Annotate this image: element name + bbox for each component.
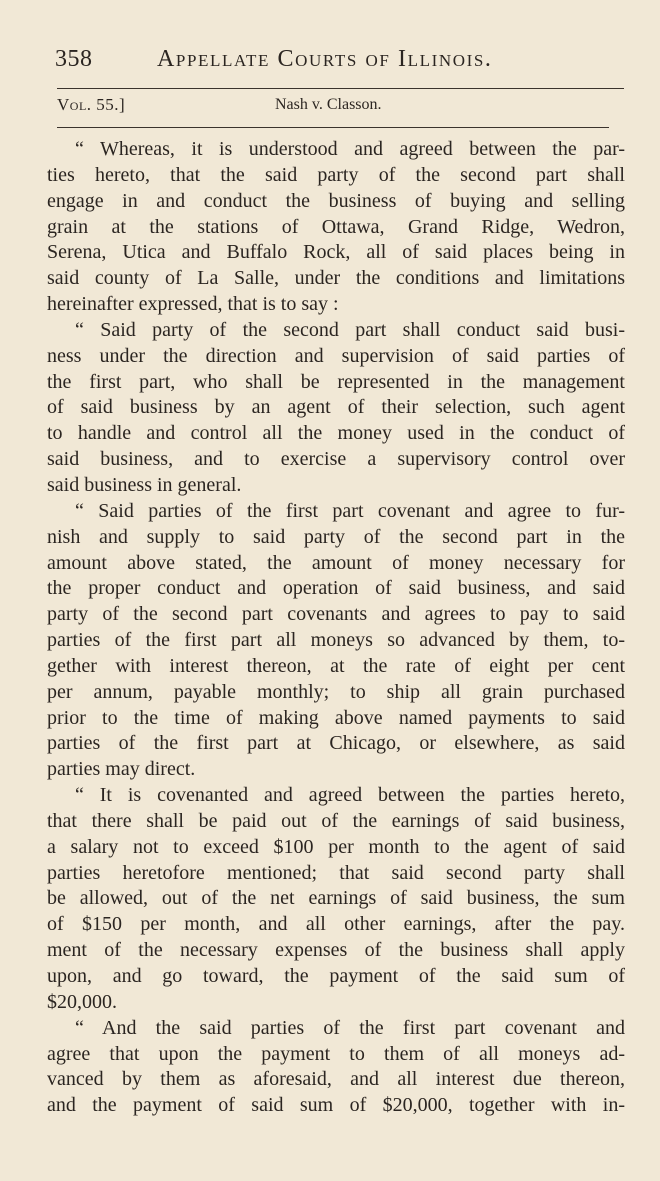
text-line: amount above stated, the amount of money necessary for xyxy=(47,551,625,574)
case-header xyxy=(57,95,617,121)
running-head xyxy=(55,46,615,80)
text-line: gether with interest thereon, at the rate of eight per cent xyxy=(47,654,625,677)
text-line: party of the second part covenants and agrees to pay to said xyxy=(47,603,625,626)
page-number: 358 xyxy=(55,46,93,72)
text-line: be allowed, out of the net earnings of said business, the sum xyxy=(47,887,625,910)
text-line: parties of the first part at Chicago, or elsewhere, as said xyxy=(47,732,625,755)
text-line: ties hereto, that the said party of the second part shall xyxy=(47,163,625,186)
header-rule-bottom xyxy=(57,127,609,128)
body-text xyxy=(47,137,625,1119)
text-line: agree that upon the payment to them of all moneys ad- xyxy=(47,1042,625,1065)
text-line: ness under the direction and supervision of said parties of xyxy=(47,344,625,367)
text-line: “ And the said parties of the first part covenant and xyxy=(75,1016,625,1039)
text-line: nish and supply to said party of the second part in the xyxy=(47,525,625,548)
text-line: parties of the first part all moneys so advanced by them, to- xyxy=(47,629,625,652)
text-line: said county of La Salle, under the conditions and limitations xyxy=(47,267,625,290)
text-line: that there shall be paid out of the earnings of said business, xyxy=(47,809,625,832)
text-line: ment of the necessary expenses of the business shall apply xyxy=(47,939,625,962)
text-line: parties heretofore mentioned; that said second party shall xyxy=(47,861,625,884)
text-line: to handle and control all the money used in the conduct of xyxy=(47,422,625,445)
text-line: Serena, Utica and Buffalo Rock, all of said places being in xyxy=(47,241,625,264)
text-line: prior to the time of making above named payments to said xyxy=(47,706,625,729)
text-line: hereinafter expressed, that is to say : xyxy=(47,293,339,316)
text-line: engage in and conduct the business of buying and selling xyxy=(47,189,625,212)
text-line: the first part, who shall be represented in the management xyxy=(47,370,625,393)
text-line: upon, and go toward, the payment of the said sum of xyxy=(47,965,625,987)
text-line: grain at the stations of Ottawa, Grand Ridge, Wedron, xyxy=(47,215,625,238)
running-title: Appellate Courts of Illinois. xyxy=(157,46,493,72)
text-line: of $150 per month, and all other earnings, after the pay. xyxy=(47,913,625,936)
text-line: $20,000. xyxy=(47,990,117,1013)
header-rule-top xyxy=(57,88,624,89)
text-line: “ Whereas, it is understood and agreed between the par- xyxy=(75,138,625,160)
text-line: “ It is covenanted and agreed between the parties hereto, xyxy=(75,784,625,807)
text-line: said business in general. xyxy=(47,473,242,496)
text-line: of said business by an agent of their selection, such agent xyxy=(47,396,625,419)
text-line: a salary not to exceed $100 per month to the agent of said xyxy=(47,835,625,858)
text-line: vanced by them as aforesaid, and all interest due thereon, xyxy=(47,1068,625,1091)
text-line: the proper conduct and operation of said business, and said xyxy=(47,577,625,600)
text-line: “ Said parties of the first part covenant and agree to fur- xyxy=(75,499,625,522)
text-line: said business, and to exercise a supervisory control over xyxy=(47,448,625,471)
text-line: and the payment of said sum of $20,000, together with in- xyxy=(47,1094,625,1117)
case-name: Nash v. Classon. xyxy=(275,96,382,113)
volume-label: Vol. 55.] xyxy=(57,95,126,114)
text-line: “ Said party of the second part shall conduct said busi- xyxy=(75,318,625,341)
text-line: parties may direct. xyxy=(47,758,196,781)
text-line: per annum, payable monthly; to ship all grain purchased xyxy=(47,680,625,703)
